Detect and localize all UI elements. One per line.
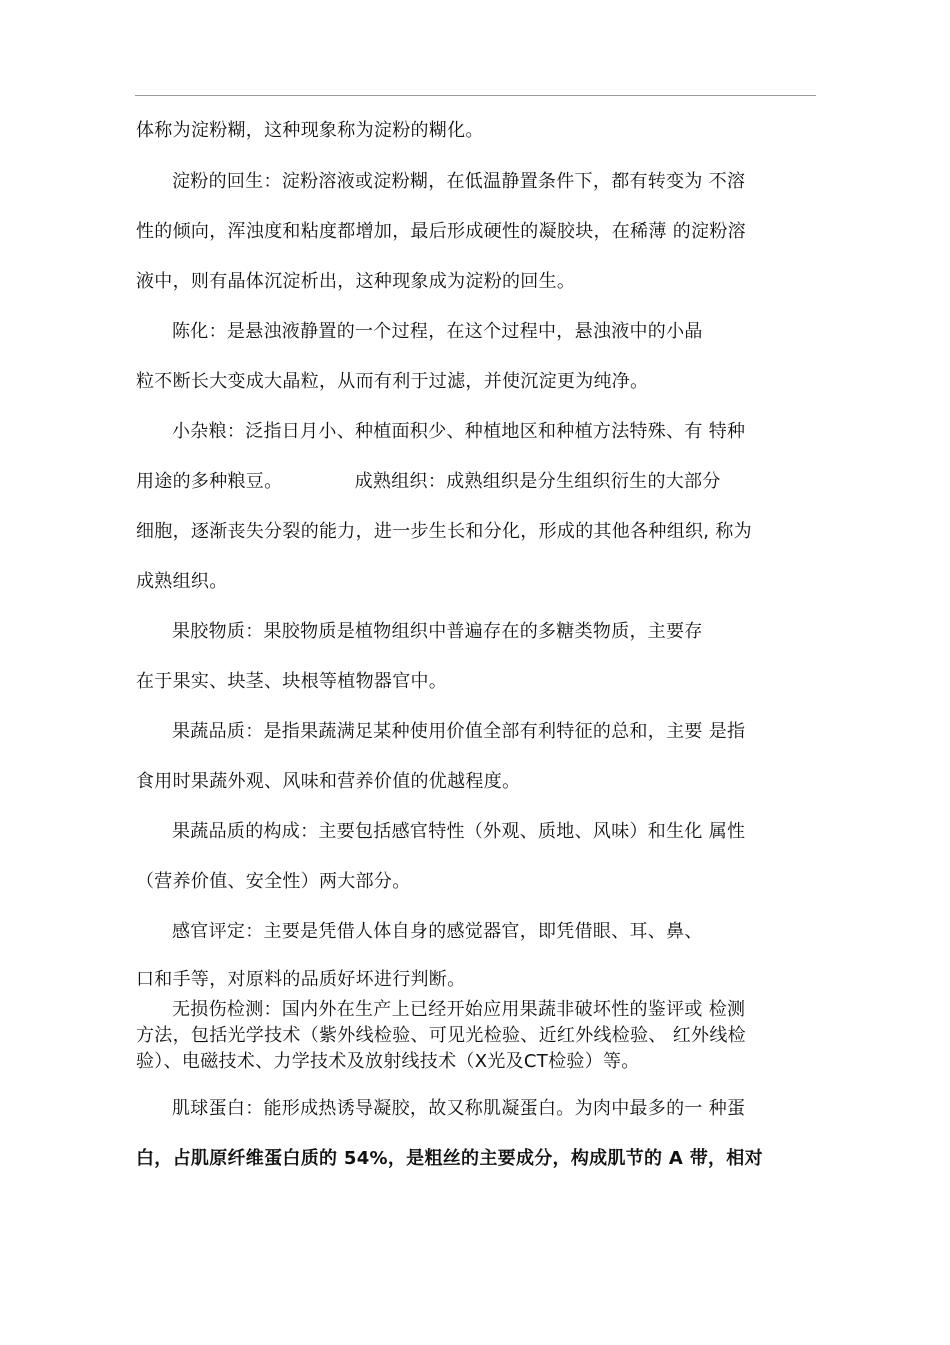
text-line: 感官评定：主要是凭借人体自身的感觉器官，即凭借眼、耳、鼻、 <box>172 921 703 942</box>
text-line: 用途的多种粮豆。 成熟组织：成熟组织是分生组织衍生的大部分 <box>136 471 721 492</box>
text-line: 验）、电磁技术、力学技术及放射线技术（X光及CT检验）等。 <box>136 1051 640 1072</box>
text-line: 果蔬品质的构成：主要包括感官特性（外观、质地、风味）和生化 属性 <box>172 821 746 842</box>
text-line: 肌球蛋白：能形成热诱导凝胶，故又称肌凝蛋白。为肉中最多的一 种蛋 <box>172 1098 746 1119</box>
text-line: 细胞，逐渐丧失分裂的能力，进一步生长和分化，形成的其他各种组织, 称为 <box>136 521 752 542</box>
text-line: 口和手等，对原料的品质好坏进行判断。 <box>136 969 466 990</box>
text-line: 果胶物质：果胶物质是植物组织中普遍存在的多糖类物质，主要存 <box>172 621 703 642</box>
text-line: 液中，则有晶体沉淀析出，这种现象成为淀粉的回生。 <box>136 271 576 292</box>
header-rule <box>135 95 816 96</box>
text-line: 食用时果蔬外观、风味和营养价值的优越程度。 <box>136 771 521 792</box>
text-line: 方法，包括光学技术（紫外线检验、可见光检验、近红外线检验、 红外线检 <box>136 1025 746 1046</box>
text-line: 在于果实、块茎、块根等植物器官中。 <box>136 671 448 692</box>
text-line: 无损伤检测：国内外在生产上已经开始应用果蔬非破坏性的鉴评或 检测 <box>172 999 746 1020</box>
text-line: 陈化：是悬浊液静置的一个过程，在这个过程中，悬浊液中的小晶 <box>172 321 703 342</box>
text-line: 性的倾向，浑浊度和粘度都增加，最后形成硬性的凝胶块，在稀薄 的淀粉溶 <box>136 221 746 242</box>
text-line: 成熟组织。 <box>136 571 228 592</box>
text-line: （营养价值、安全性）两大部分。 <box>136 871 411 892</box>
text-line: 体称为淀粉糊，这种现象称为淀粉的糊化。 <box>136 120 484 141</box>
text-line: 小杂粮：泛指日月小、种植面积少、种植地区和种植方法特殊、有 特种 <box>172 421 746 442</box>
text-line: 果蔬品质：是指果蔬满足某种使用价值全部有利特征的总和，主要 是指 <box>172 721 746 742</box>
text-line: 白，占肌原纤维蛋白质的 54%，是粗丝的主要成分，构成肌节的 A 带，相对 <box>136 1148 763 1169</box>
text-line: 粒不断长大变成大晶粒，从而有利于过滤，并使沉淀更为纯净。 <box>136 371 649 392</box>
text-line: 淀粉的回生：淀粉溶液或淀粉糊，在低温静置条件下，都有转变为 不溶 <box>172 171 746 192</box>
